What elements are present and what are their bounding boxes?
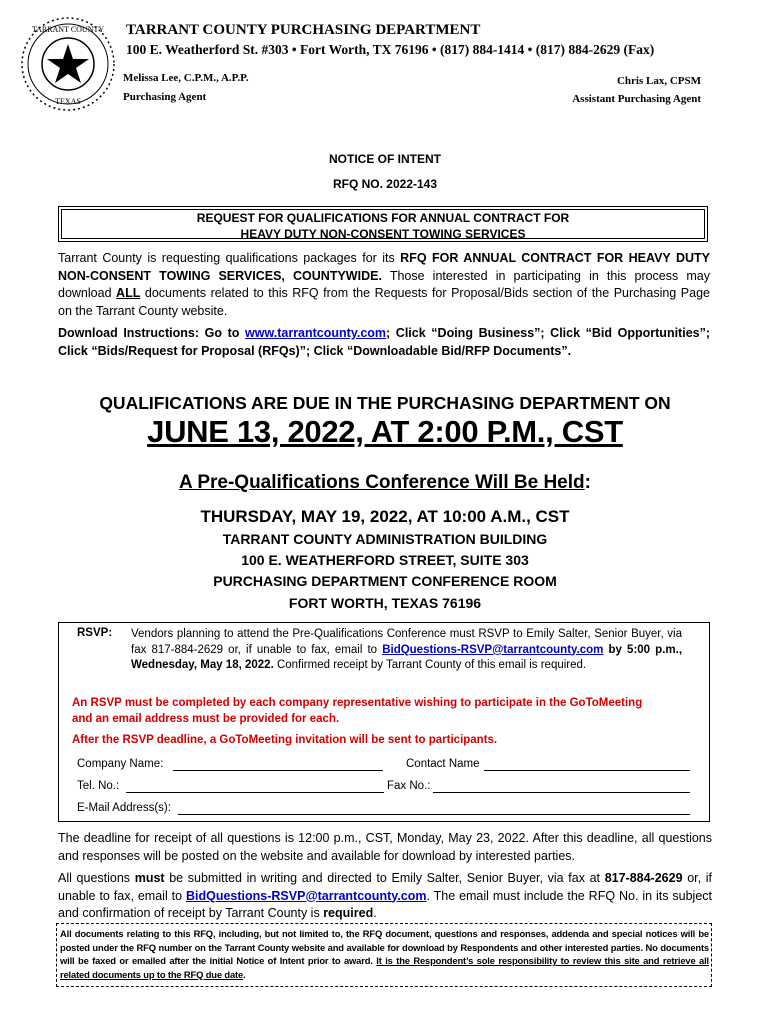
documents-notice-box <box>56 923 712 987</box>
intro-text: Tarrant County is requesting qualifications packages for its <box>58 251 401 265</box>
rsvp-label: RSVP: <box>77 627 113 639</box>
rsvp-red-notice-1: An RSVP must be completed by each company representative wishing to participate in the GoToMeeting and an email address must be provided for each. <box>72 697 643 725</box>
conference-date: THURSDAY, MAY 19, 2022, AT 10:00 A.M., CST <box>200 507 570 526</box>
due-date-text: JUNE 13, 2022, AT 2:00 P.M., CST <box>147 414 623 449</box>
intro-rfq-title: RFQ FOR ANNUAL CONTRACT FOR HEAVY DUTY NON-CONSENT TOWING SERVICES, COUNTYWIDE. <box>58 251 710 283</box>
county-seal <box>18 14 118 114</box>
questions-fax: 817-884-2629 <box>604 871 683 885</box>
conference-heading-text: A Pre-Qualifications Conference Will Be Held <box>179 472 585 493</box>
conference-heading <box>0 472 770 494</box>
documents-notice-text: All documents relating to this RFQ, including, but not limited to, the RFQ document, questions and responses, addenda and special notices will be posted under the RFQ number on the Tarrant County website and available for download by Respondents and other interested parties. No documents will be faxed or emailed after the initial Notice of Intent prior to award. <box>60 928 709 966</box>
tel-label: Tel. No.: <box>77 780 120 792</box>
rsvp-deadline: by 5:00 p.m., Wednesday, May 18, 2022. <box>131 643 683 671</box>
questions-period: . <box>373 906 377 920</box>
questions-paragraph <box>58 870 712 923</box>
assistant-agent-name: Chris Lax, CPSM <box>616 75 701 87</box>
conference-colon: : <box>584 472 591 493</box>
questions-text-a: All questions <box>58 871 135 885</box>
conference-city: FORT WORTH, TEXAS 76196 <box>288 595 482 611</box>
download-steps: ; Click “Doing Business”; Click “Bid Opportunities”; Click “Bids/Request for Proposal (RFQs)”; Click “Downloadable Bid/RFP Documents”. <box>58 326 711 358</box>
contact-name-field[interactable] <box>484 770 690 771</box>
tel-field[interactable] <box>126 792 384 793</box>
conference-street: 100 E. WEATHERFORD STREET, SUITE 303 <box>241 552 529 568</box>
purchasing-agent-name: Melissa Lee, C.P.M., A.P.P. <box>123 72 249 84</box>
company-name-label: Company Name: <box>77 758 164 770</box>
questions-text-c: or, if unable to fax, email to <box>58 871 712 903</box>
intro-text-3: documents related to this RFQ from the Requests for Proposal/Bids section of the Purchasing Page on the Tarrant County website. <box>58 286 710 318</box>
due-line: QUALIFICATIONS ARE DUE IN THE PURCHASING DEPARTMENT ON <box>99 393 671 413</box>
department-name: TARRANT COUNTY PURCHASING DEPARTMENT <box>126 22 481 38</box>
tarrantcounty-link[interactable]: www.tarrantcounty.com <box>245 326 387 340</box>
company-name-field[interactable] <box>173 770 383 771</box>
rsvp-text-a: Vendors planning to attend the Pre-Qualifications Conference must RSVP to Emily Salter, Senior Buyer, via fax 817-884-2629 or, if unable to fax, email to <box>131 628 682 656</box>
rsvp-red-notice-2: After the RSVP deadline, a GoToMeeting invitation will be sent to participants. <box>72 734 498 746</box>
rfq-title-line1: REQUEST FOR QUALIFICATIONS FOR ANNUAL CONTRACT FOR <box>196 211 570 225</box>
seal-text-bottom: TEXAS <box>55 97 81 106</box>
rsvp-email-link[interactable]: BidQuestions-RSVP@tarrantcounty.com <box>382 643 604 656</box>
seal-text-top: TARRANT COUNTY <box>31 25 105 34</box>
documents-period: . <box>243 968 246 980</box>
assistant-agent-title: Assistant Purchasing Agent <box>572 93 701 105</box>
contact-name-label: Contact Name <box>406 758 480 770</box>
fax-label: Fax No.: <box>387 780 431 792</box>
questions-text-d: . The email must include the RFQ No. in its subject and confirmation of receipt by Tarrant County is <box>58 888 712 920</box>
email-address-field[interactable] <box>178 814 690 815</box>
documents-responsibility: It is the Respondent’s sole responsibility to review this site and retrieve all related documents up to the RFQ due date <box>60 955 709 980</box>
purchasing-agent-title: Purchasing Agent <box>123 91 207 103</box>
conference-room: PURCHASING DEPARTMENT CONFERENCE ROOM <box>213 573 557 589</box>
department-address: 100 E. Weatherford St. #303 • Fort Worth, TX 76196 • (817) 884-1414 • (817) 884-2629 (Fax) <box>126 42 655 57</box>
intro-all: ALL <box>116 286 141 300</box>
intro-paragraph <box>58 250 710 320</box>
questions-text-b: be submitted in writing and directed to Emily Salter, Senior Buyer, via fax at <box>164 871 605 885</box>
download-instructions <box>58 325 710 360</box>
download-text: Download Instructions: Go to <box>58 326 246 340</box>
questions-must: must <box>134 871 165 885</box>
question-deadline-paragraph: The deadline for receipt of all questions is 12:00 p.m., CST, Monday, May 23, 2022. After this deadline, all questions and responses will be posted on the website and available for download by interested parties. <box>58 831 712 863</box>
questions-required: required <box>323 906 374 920</box>
rfq-title-line2: HEAVY DUTY NON-CONSENT TOWING SERVICES <box>240 227 526 241</box>
due-date <box>0 414 770 450</box>
rsvp-text-c: Confirmed receipt by Tarrant County of this email is required. <box>273 659 587 671</box>
rfq-title-box <box>58 206 708 242</box>
rsvp-text <box>131 627 682 674</box>
rfq-number: RFQ NO. 2022-143 <box>332 177 438 191</box>
notice-heading: NOTICE OF INTENT <box>329 152 441 166</box>
intro-text-2: Those interested in participating in this process may download <box>58 268 710 300</box>
conference-building: TARRANT COUNTY ADMINISTRATION BUILDING <box>222 531 548 547</box>
questions-email-link[interactable]: BidQuestions-RSVP@tarrantcounty.com <box>185 888 427 903</box>
fax-field[interactable] <box>433 792 690 793</box>
email-address-label: E-Mail Address(s): <box>77 802 171 814</box>
